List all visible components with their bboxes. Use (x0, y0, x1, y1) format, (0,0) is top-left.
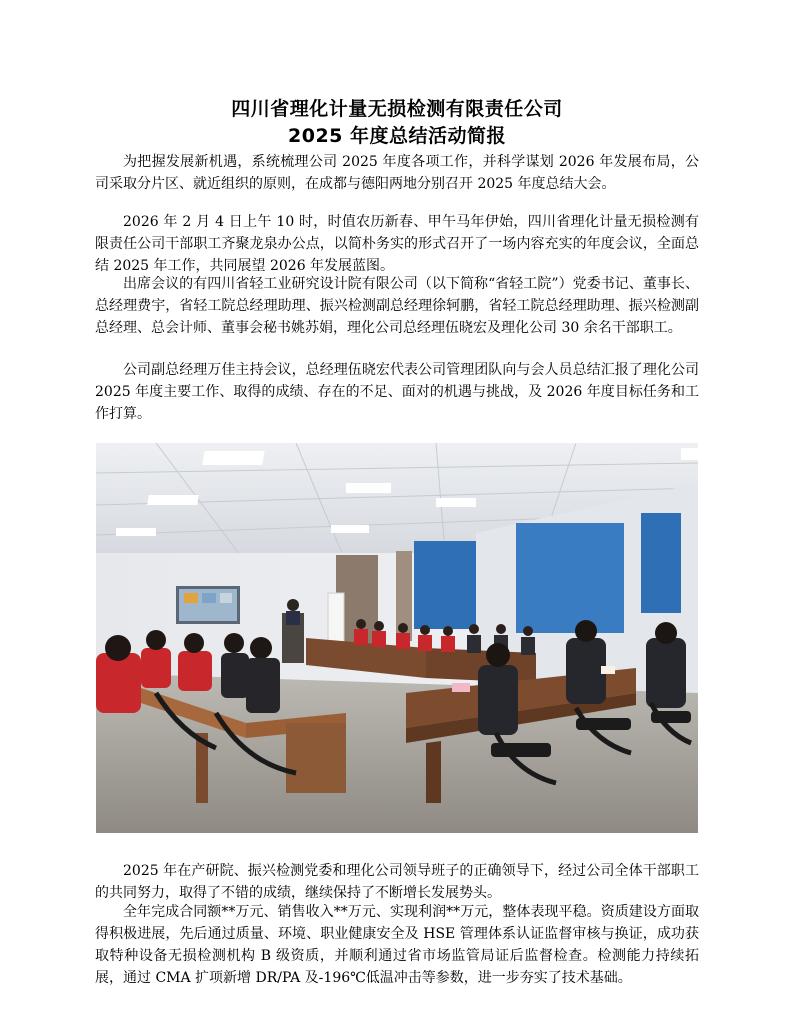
paragraph-attendees: 出席会议的有四川省轻工业研究设计院有限公司（以下简称“省轻工院”）党委书记、董事长、总经理费宇，省轻工院总经理助理、振兴检测副总经理徐轲鹏，省轻工院总经理助理、振兴检测副总经理、总会计师、董事会秘书姚苏娟，理化公司总经理伍晓宏及理化公司 30 余名干部职工。 (95, 276, 699, 336)
paragraph-summary: 2025 年在产研院、振兴检测党委和理化公司领导班子的正确领导下，经过公司全体干部职工的共同努力，取得了不错的成绩，继续保持了不断增长发展势头。 (95, 863, 699, 901)
paragraph-intro: 为把握发展新机遇，系统梳理公司 2025 年度各项工作，并科学谋划 2026 年发展布局，公司采取分片区、就近组织的原则，在成都与德阳两地分别召开 2025 年度总结大会。 (95, 154, 699, 192)
paragraph-results: 全年完成合同额**万元、销售收入**万元、实现利润**万元，整体表现平稳。资质建设方面取得积极进展，先后通过质量、环境、职业健康安全及 HSE 管理体系认证监督审核与换证，成功获取特种设备无损检测机构 B 级资质，并顺利通过省市场监管局证后监督检查。检测能力持续拓展，通过 CMA 扩项新增 DR/PA 及-196℃低温冲击等参数，进一步夯实了技术基础。 (95, 904, 699, 986)
paragraph-meeting-time: 2026 年 2 月 4 日上午 10 时，时值农历新春、甲午马年伊始，四川省理化计量无损检测有限责任公司干部职工齐聚龙泉办公点，以简朴务实的形式召开了一场内容充实的年度会议，全面总结 2025 年工作，共同展望 2026 年发展蓝图。 (95, 214, 699, 274)
paragraph-host: 公司副总经理万佳主持会议，总经理伍晓宏代表公司管理团队向与会人员总结汇报了理化公司 2025 年度主要工作、取得的成绩、存在的不足、面对的机遇与挑战，及 2026 年度目标任务和工作打算。 (95, 362, 699, 422)
meeting-photo (96, 443, 698, 833)
meeting-photo-illustration (96, 443, 698, 833)
document-title-line1: 四川省理化计量无损检测有限责任公司 (231, 98, 563, 120)
document-title-line2: 2025 年度总结活动简报 (288, 125, 506, 147)
